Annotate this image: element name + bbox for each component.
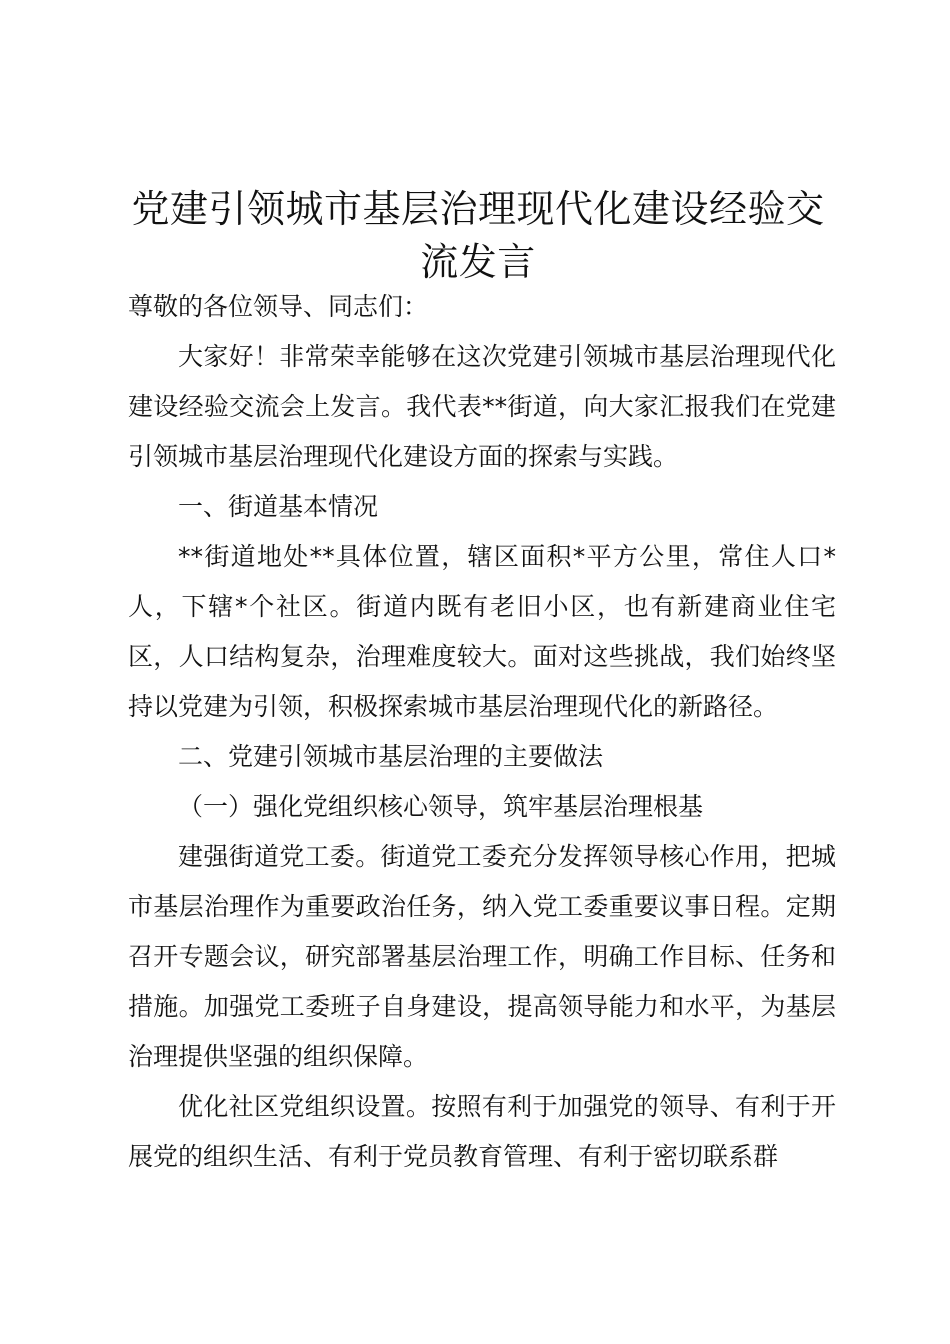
section-heading-two: 二、党建引领城市基层治理的主要做法: [178, 742, 604, 771]
section-heading-one: 一、街道基本情况: [178, 492, 379, 521]
salutation: 尊敬的各位领导、同志们：: [128, 292, 429, 321]
paragraph-community-organization: 优化社区党组织设置。按照有利于加强党的领导、有利于开展党的组织生活、有利于党员教育管理、有利于密切联系群: [128, 1092, 836, 1171]
document-body: [128, 282, 836, 1182]
paragraph-street-overview: **街道地处**具体位置，辖区面积*平方公里，常住人口*人，下辖*个社区。街道内既有老旧小区，也有新建商业住宅区，人口结构复杂，治理难度较大。面对这些挑战，我们始终坚持以党建为引领，积极探索城市基层治理现代化的新路径。: [128, 542, 836, 721]
paragraph-party-committee: 建强街道党工委。街道党工委充分发挥领导核心作用，把城市基层治理作为重要政治任务，纳入党工委重要议事日程。定期召开专题会议，研究部署基层治理工作，明确工作目标、任务和措施。加强党工委班子自身建设，提高领导能力和水平，为基层治理提供坚强的组织保障。: [128, 842, 836, 1071]
document-title: 党建引领城市基层治理现代化建设经验交流发言: [131, 187, 825, 284]
paragraph-opening: 大家好！非常荣幸能够在这次党建引领城市基层治理现代化建设经验交流会上发言。我代表**街道，向大家汇报我们在党建引领城市基层治理现代化建设方面的探索与实践。: [128, 342, 836, 471]
subsection-heading-one: （一）强化党组织核心领导，筑牢基层治理根基: [178, 792, 704, 821]
